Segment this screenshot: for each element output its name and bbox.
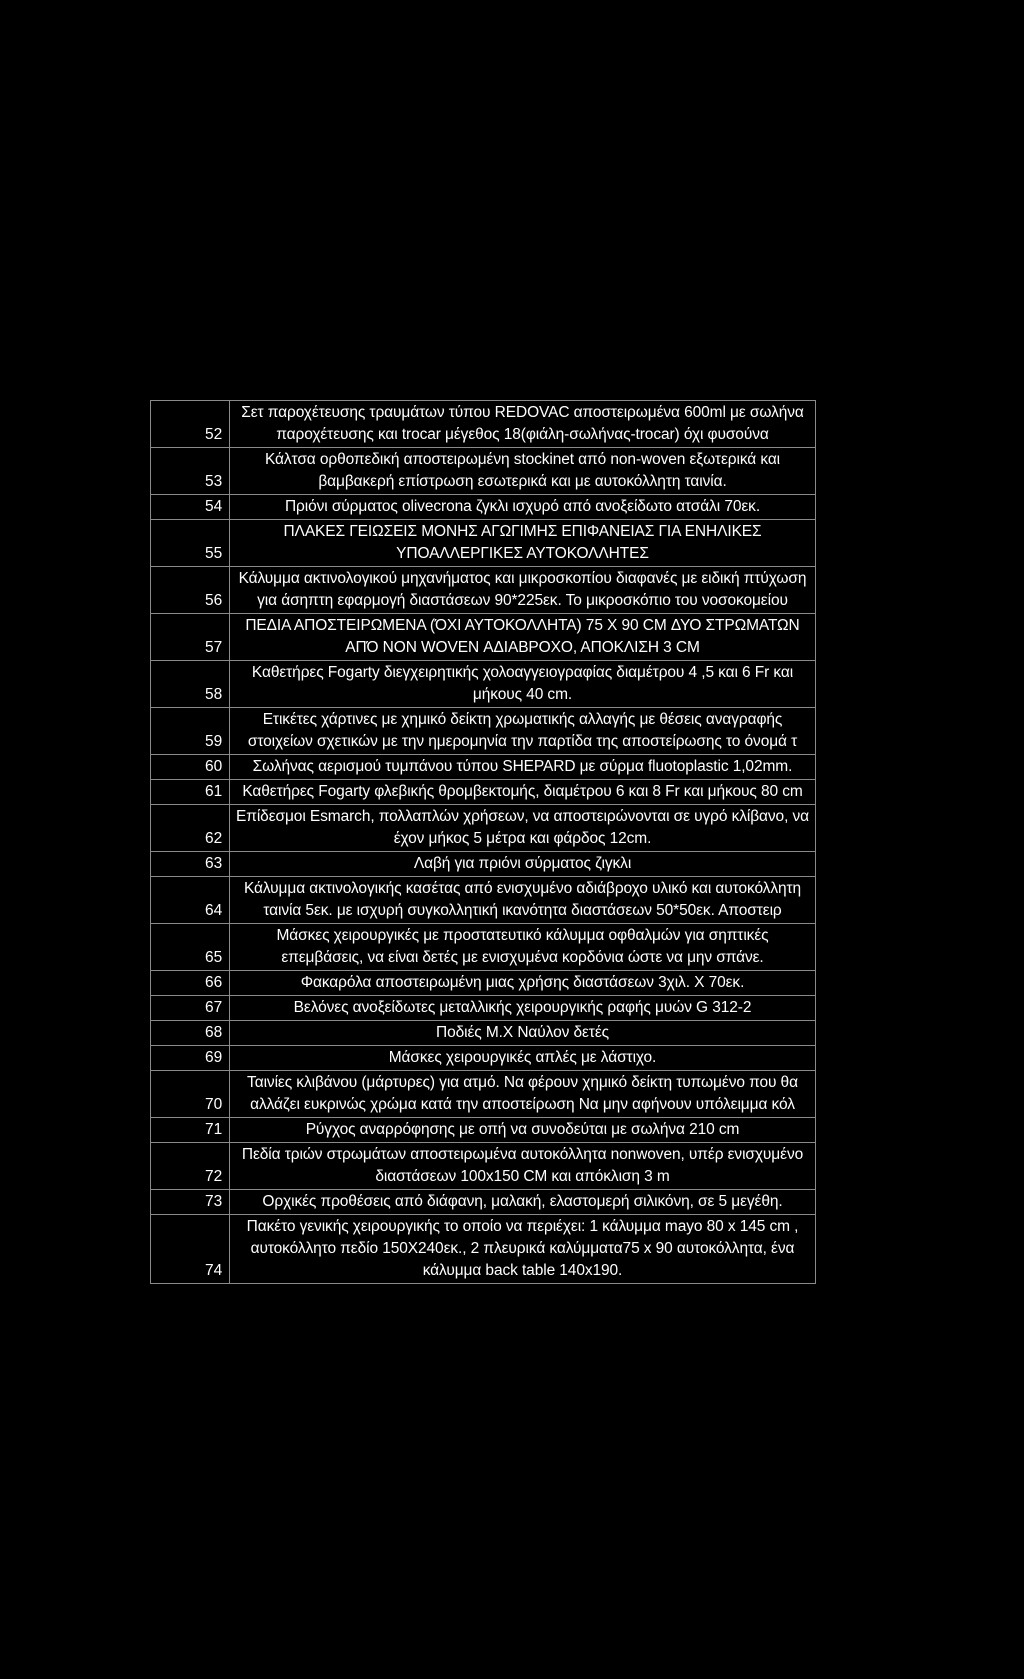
item-number: 72 [151, 1143, 230, 1190]
table-row [151, 780, 816, 805]
table-row [151, 401, 816, 448]
item-description: Σετ παροχέτευσης τραυμάτων τύπου REDOVAC αποστειρωμένα 600ml με σωλήνα παροχέτευσης και trocar μέγεθος 18(φιάλη-σωλήνας-trocar) όχι φυσούνα [230, 401, 816, 448]
table-row [151, 924, 816, 971]
table-row [151, 1071, 816, 1118]
item-number: 74 [151, 1215, 230, 1284]
table-row [151, 971, 816, 996]
table-row [151, 852, 816, 877]
item-number: 55 [151, 520, 230, 567]
item-number: 67 [151, 996, 230, 1021]
table-row [151, 614, 816, 661]
item-description: Μάσκες χειρουργικές με προστατευτικό κάλυμμα οφθαλμών για σηπτικές επεμβάσεις, να είναι δετές με ενισχυμένα κορδόνια ώστε να μην σπάνε. [230, 924, 816, 971]
item-number: 71 [151, 1118, 230, 1143]
item-number: 57 [151, 614, 230, 661]
table-row [151, 1118, 816, 1143]
item-number: 59 [151, 708, 230, 755]
table-row [151, 1190, 816, 1215]
item-number: 61 [151, 780, 230, 805]
item-description: Ποδιές Μ.Χ Ναύλον δετές [230, 1021, 816, 1046]
item-description: Φακαρόλα αποστειρωμένη μιας χρήσης διαστάσεων 3χιλ. Χ 70εκ. [230, 971, 816, 996]
item-number: 54 [151, 495, 230, 520]
table-row [151, 708, 816, 755]
table-row [151, 1215, 816, 1284]
item-description: Λαβή για πριόνι σύρματος ζιγκλι [230, 852, 816, 877]
item-number: 60 [151, 755, 230, 780]
item-number: 73 [151, 1190, 230, 1215]
table-row [151, 1046, 816, 1071]
item-description: Ορχικές προθέσεις από διάφανη, μαλακή, ελαστομερή σιλικόνη, σε 5 μεγέθη. [230, 1190, 816, 1215]
table-row [151, 495, 816, 520]
item-description: Πριόνι σύρματος olivecrona ζγκλι ισχυρό από ανοξείδωτο ατσάλι 70εκ. [230, 495, 816, 520]
item-description: Κάλτσα ορθοπεδική αποστειρωμένη stockinet από non-woven εξωτερικά και βαμβακερή επίστρωση εσωτερικά και με αυτοκόλλητη ταινία. [230, 448, 816, 495]
item-number: 62 [151, 805, 230, 852]
table-row [151, 877, 816, 924]
item-description: ΠΕΔΙΑ ΑΠΟΣΤΕΙΡΩΜΕΝΑ (ΌΧΙ ΑΥΤΟΚΟΛΛΗΤΑ) 75 Χ 90 CM ΔΥΟ ΣΤΡΩΜΑΤΩΝ ΑΠΌ NON WOVEN ΑΔΙΑΒΡΟΧΟ, ΑΠΟΚΛΙΣΗ 3 CM [230, 614, 816, 661]
item-description: Ετικέτες χάρτινες με χημικό δείκτη χρωματικής αλλαγής με θέσεις αναγραφής στοιχείων σχετικών με την ημερομηνία την παρτίδα της αποστείρωσης το όνομά τ [230, 708, 816, 755]
item-number: 65 [151, 924, 230, 971]
table-row [151, 520, 816, 567]
item-number: 63 [151, 852, 230, 877]
item-description: Καθετήρες Fogarty διεγχειρητικής χολοαγγειογραφίας διαμέτρου 4 ,5 και 6 Fr και μήκους 40 cm. [230, 661, 816, 708]
table-row [151, 1021, 816, 1046]
item-description: Πεδία τριών στρωμάτων αποστειρωμένα αυτοκόλλητα nonwoven, υπέρ ενισχυμένο διαστάσεων 100x150 CM και απόκλιση 3 m [230, 1143, 816, 1190]
item-number: 53 [151, 448, 230, 495]
table-row [151, 805, 816, 852]
item-description: Ταινίες κλιβάνου (μάρτυρες) για ατμό. Να φέρουν χημικό δείκτη τυπωμένο που θα αλλάζει ευκρινώς χρώμα κατά την αποστείρωση Να μην αφήνουν υπόλειμμα κόλ [230, 1071, 816, 1118]
item-description: Επίδεσμοι Esmarch, πολλαπλών χρήσεων, να αποστειρώνονται σε υγρό κλίβανο, να έχον μήκος 5 μέτρα και φάρδος 12cm. [230, 805, 816, 852]
item-description: Κάλυμμα ακτινολογικής κασέτας από ενισχυμένο αδιάβροχο υλικό και αυτοκόλλητη ταινία 5εκ. με ισχυρή συγκολλητική ικανότητα διαστάσεων 50*50εκ. Αποστειρ [230, 877, 816, 924]
item-number: 58 [151, 661, 230, 708]
table-row [151, 661, 816, 708]
table-row [151, 755, 816, 780]
item-description: Μάσκες χειρουργικές απλές με λάστιχο. [230, 1046, 816, 1071]
item-number: 56 [151, 567, 230, 614]
item-description: Ρύγχος αναρρόφησης με οπή να συνοδεύται με σωλήνα 210 cm [230, 1118, 816, 1143]
item-number: 66 [151, 971, 230, 996]
table-row [151, 448, 816, 495]
item-description: Καθετήρες Fogarty φλεβικής θρομβεκτομής, διαμέτρου 6 και 8 Fr και μήκους 80 cm [230, 780, 816, 805]
item-description: Βελόνες ανοξείδωτες μεταλλικής χειρουργικής ραφής μυών G 312-2 [230, 996, 816, 1021]
item-number: 70 [151, 1071, 230, 1118]
item-description: Κάλυμμα ακτινολογικού μηχανήματος και μικροσκοπίου διαφανές με ειδική πτύχωση για άσηπτη εφαρμογή διαστάσεων 90*225εκ. Το μικροσκόπιο του νοσοκομείου [230, 567, 816, 614]
item-number: 64 [151, 877, 230, 924]
items-table [150, 400, 816, 1284]
table-row [151, 567, 816, 614]
table-row [151, 996, 816, 1021]
item-description: ΠΛΑΚΕΣ ΓΕΙΩΣΕΙΣ ΜΟΝΗΣ ΑΓΩΓΙΜΗΣ ΕΠΙΦΑΝΕΙΑΣ ΓΙΑ ΕΝΗΛΙΚΕΣ ΥΠΟΑΛΛΕΡΓΙΚΕΣ ΑΥΤΟΚΟΛΛΗΤΕΣ [230, 520, 816, 567]
table-row [151, 1143, 816, 1190]
item-description: Σωλήνας αερισμού τυμπάνου τύπου SHEPARD με σύρμα fluotoplastic 1,02mm. [230, 755, 816, 780]
item-description: Πακέτο γενικής χειρουργικής το οποίο να περιέχει: 1 κάλυμμα mayo 80 x 145 cm , αυτοκόλλητο πεδίο 150Χ240εκ., 2 πλευρικά καλύμματα75 x 90 αυτοκόλλητα, ένα κάλυμμα back table 140x190. [230, 1215, 816, 1284]
item-number: 69 [151, 1046, 230, 1071]
item-number: 52 [151, 401, 230, 448]
item-number: 68 [151, 1021, 230, 1046]
